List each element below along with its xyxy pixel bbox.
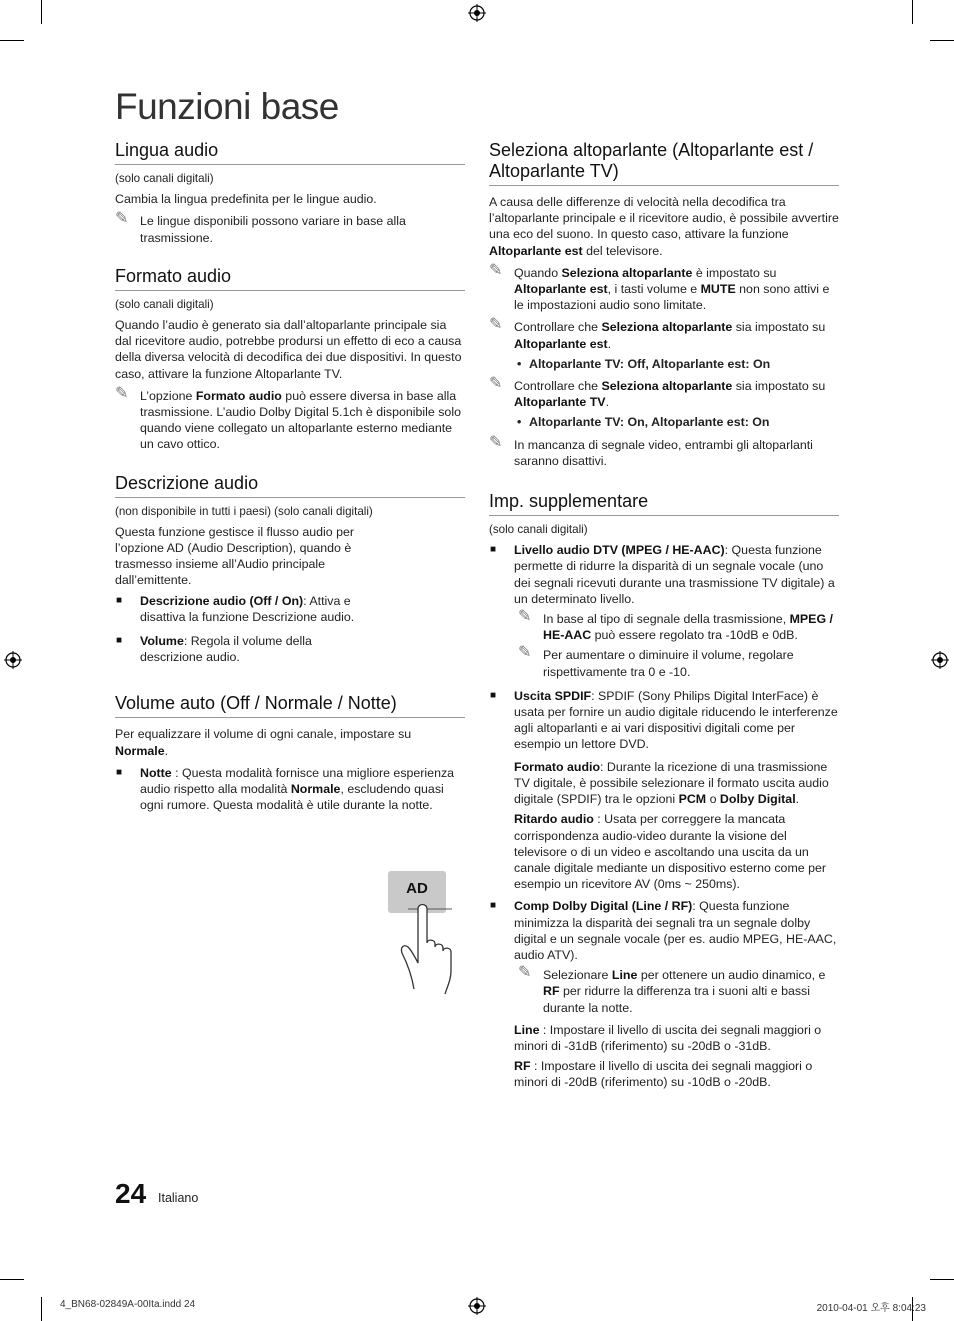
section-subtitle: (solo canali digitali) [489, 523, 588, 537]
note: ✎ Controllare che Seleziona altoparlante sia impostato su Altoparlante est. [489, 316, 826, 351]
bullet-item: ■ Livello audio DTV (MPEG / HE-AAC): Questa funzione permette di ridurre la disparità di un segnale vocale (uno dei segnali ricevuti durante una trasmissione TV digitale) a un determinato livello. [490, 543, 835, 606]
crop-mark [0, 40, 24, 41]
note: ✎ In base al tipo di segnale della trasmissione, MPEG / HE-AAC può essere regolato tra -10dB e 0dB. [518, 608, 833, 643]
left-column [115, 138, 465, 897]
bullet-item: ■ Comp Dolby Digital (Line / RF): Questa funzione minimizza la disparità dei segnali tra un segnale dolby digital e un segnale vocale (per es. audio MPEG, HE-AAC, audio ATV). [490, 899, 837, 962]
registration-mark-icon [931, 651, 949, 669]
square-bullet-icon: ■ [116, 594, 123, 606]
section-heading: Lingua audio [115, 138, 465, 165]
section-imp-supplementare [489, 489, 839, 1091]
square-bullet-icon: ■ [116, 766, 123, 778]
pencil-note-icon: ✎ [518, 964, 532, 982]
square-bullet-icon: ■ [116, 635, 123, 647]
page-number: 24 [115, 1178, 147, 1209]
dot-item: • Altoparlante TV: Off, Altoparlante est: On [517, 356, 771, 371]
pencil-note-icon: ✎ [489, 261, 503, 279]
note: ✎ L’opzione Formato audio può essere diversa in base alla trasmissione. L’audio Dolby Digital 5.1ch è disponibile solo quando viene collegato un altoparlante esterno mediante un cavo ottico. [115, 384, 461, 452]
bullet-item: ■ Notte : Questa modalità fornisce una migliore esperienza audio rispetto alla modalità Normale, escludendo quasi ogni rumore. Questa modalità è utile durante la notte. [116, 765, 455, 813]
pencil-note-icon: ✎ [115, 384, 129, 402]
section-text: A causa delle differenze di velocità nella decodifica tra l’altoparlante principale e il ricevitore audio, è possibile avvertire una eco del suono. In questo caso, attivare la funzione Altoparlante est del televisore. [489, 195, 839, 258]
section-text: Questa funzione gestisce il flusso audio per l’opzione AD (Audio Description), quando è trasmesso insieme all’Audio principale dall’emittente. [115, 524, 355, 588]
section-heading: Formato audio [115, 264, 465, 291]
dot-item: • Altoparlante TV: On, Altoparlante est: On [517, 415, 770, 430]
note: ✎ In mancanza di segnale video, entrambi gli altoparlanti saranno disattivi. [489, 433, 813, 468]
section-text: Per equalizzare il volume di ogni canale, impostare su Normale. [115, 727, 412, 758]
slug-file: 4_BN68-02849A-00Ita.indd 24 [60, 1299, 196, 1310]
square-bullet-icon: ■ [490, 900, 497, 912]
bullet-item: ■ Descrizione audio (Off / On): Attiva e disattiva la funzione Descrizione audio. [116, 593, 355, 624]
sub-paragraph: Line : Impostare il livello di uscita dei segnali maggiori o minori di -31dB (riferimento) su -20dB o -31dB. [514, 1022, 822, 1053]
section-subtitle: (non disponibile in tutti i paesi) (solo canali digitali) [115, 504, 373, 518]
section-lingua-audio [115, 138, 465, 246]
pencil-note-icon: ✎ [489, 433, 503, 451]
pencil-note-icon: ✎ [489, 316, 503, 334]
section-subtitle: (solo canali digitali) [115, 297, 214, 311]
crop-mark [930, 40, 954, 41]
dot-bullet-icon: • [517, 356, 522, 371]
page-title: Funzioni base [115, 86, 339, 127]
section-text: Quando l’audio è generato sia dall’altoparlante principale sia dal ricevitore audio, potrebbe prodursi un effetto di eco a causa della diversa velocità di decodifica dei due dispositivi. In questo caso, attivare la funzione Altoparlante TV. [115, 318, 462, 381]
bullet-item: ■ Uscita SPDIF: SPDIF (Sony Philips Digital InterFace) è usata per fornire un audio digitale riducendo le interferenze agli altoparlanti e ai vari dispositivi digitali come per esempio un lettore DVD. [490, 688, 838, 752]
pencil-note-icon: ✎ [518, 644, 532, 662]
section-heading: Volume auto (Off / Normale / Notte) [115, 691, 465, 718]
section-volume-auto [115, 691, 465, 813]
crop-mark [0, 1279, 24, 1280]
note: ✎ Per aumentare o diminuire il volume, regolare rispettivamente tra 0 e -10. [518, 644, 794, 679]
ad-button-label: AD [406, 879, 428, 897]
registration-mark-icon [4, 651, 22, 669]
square-bullet-icon: ■ [490, 544, 497, 556]
sub-paragraph: Formato audio: Durante la ricezione di una trasmissione TV digitale, è possibile selezionare il formato uscita audio digitale (SPDIF) tra le opzioni PCM o Dolby Digital. [514, 759, 829, 807]
section-heading: Seleziona altoparlante (Altoparlante est / Altoparlante TV) [489, 138, 839, 186]
pencil-note-icon: ✎ [489, 375, 503, 393]
hand-pointer-icon [400, 899, 470, 999]
section-seleziona-altoparlante [489, 138, 839, 469]
pencil-note-icon: ✎ [518, 608, 532, 626]
page-language: Italiano [158, 1191, 199, 1205]
registration-mark-icon [468, 4, 486, 22]
section-formato-audio [115, 264, 465, 453]
note: ✎ Selezionare Line per ottenere un audio dinamico, e RF per ridurre la differenza tra i suoni alti e bassi durante la notte. [518, 964, 826, 1015]
right-column [489, 138, 839, 1109]
dot-bullet-icon: • [517, 415, 522, 430]
crop-mark [41, 1297, 42, 1321]
section-heading: Descrizione audio [115, 471, 465, 498]
note: ✎ Le lingue disponibili possono variare in base alla trasmissione. [115, 210, 406, 245]
note: ✎ Quando Seleziona altoparlante è impostato su Altoparlante est, i tasti volume e MUTE non sono attivi e le impostazioni audio sono limitate. [489, 261, 830, 313]
note: ✎ Controllare che Seleziona altoparlante sia impostato su Altoparlante TV. [489, 375, 826, 410]
section-subtitle: (solo canali digitali) [115, 172, 214, 185]
square-bullet-icon: ■ [490, 689, 497, 701]
crop-mark [912, 0, 913, 24]
slug-date: 2010-04-01 오후 8:04:23 [816, 1303, 926, 1314]
crop-mark [930, 1279, 954, 1280]
section-heading: Imp. supplementare [489, 489, 839, 516]
sub-paragraph: RF : Impostare il livello di uscita dei segnali maggiori o minori di -20dB (riferimento) su -10dB o -20dB. [514, 1059, 813, 1090]
sub-paragraph: Ritardo audio : Usata per correggere la mancata corrispondenza audio-video durante la visione del televisore o di un video e ascoltando una uscita da un canale digitale mediante un dispositivo esterno come per esempio un ricevitore AV (0ms ~ 250ms). [514, 812, 827, 892]
crop-mark [41, 0, 42, 24]
section-text: Cambia la lingua predefinita per le lingue audio. [115, 192, 377, 207]
bullet-item: ■ Volume: Regola il volume della descrizione audio. [116, 634, 312, 665]
pencil-note-icon: ✎ [115, 210, 129, 228]
registration-mark-icon [468, 1297, 486, 1315]
